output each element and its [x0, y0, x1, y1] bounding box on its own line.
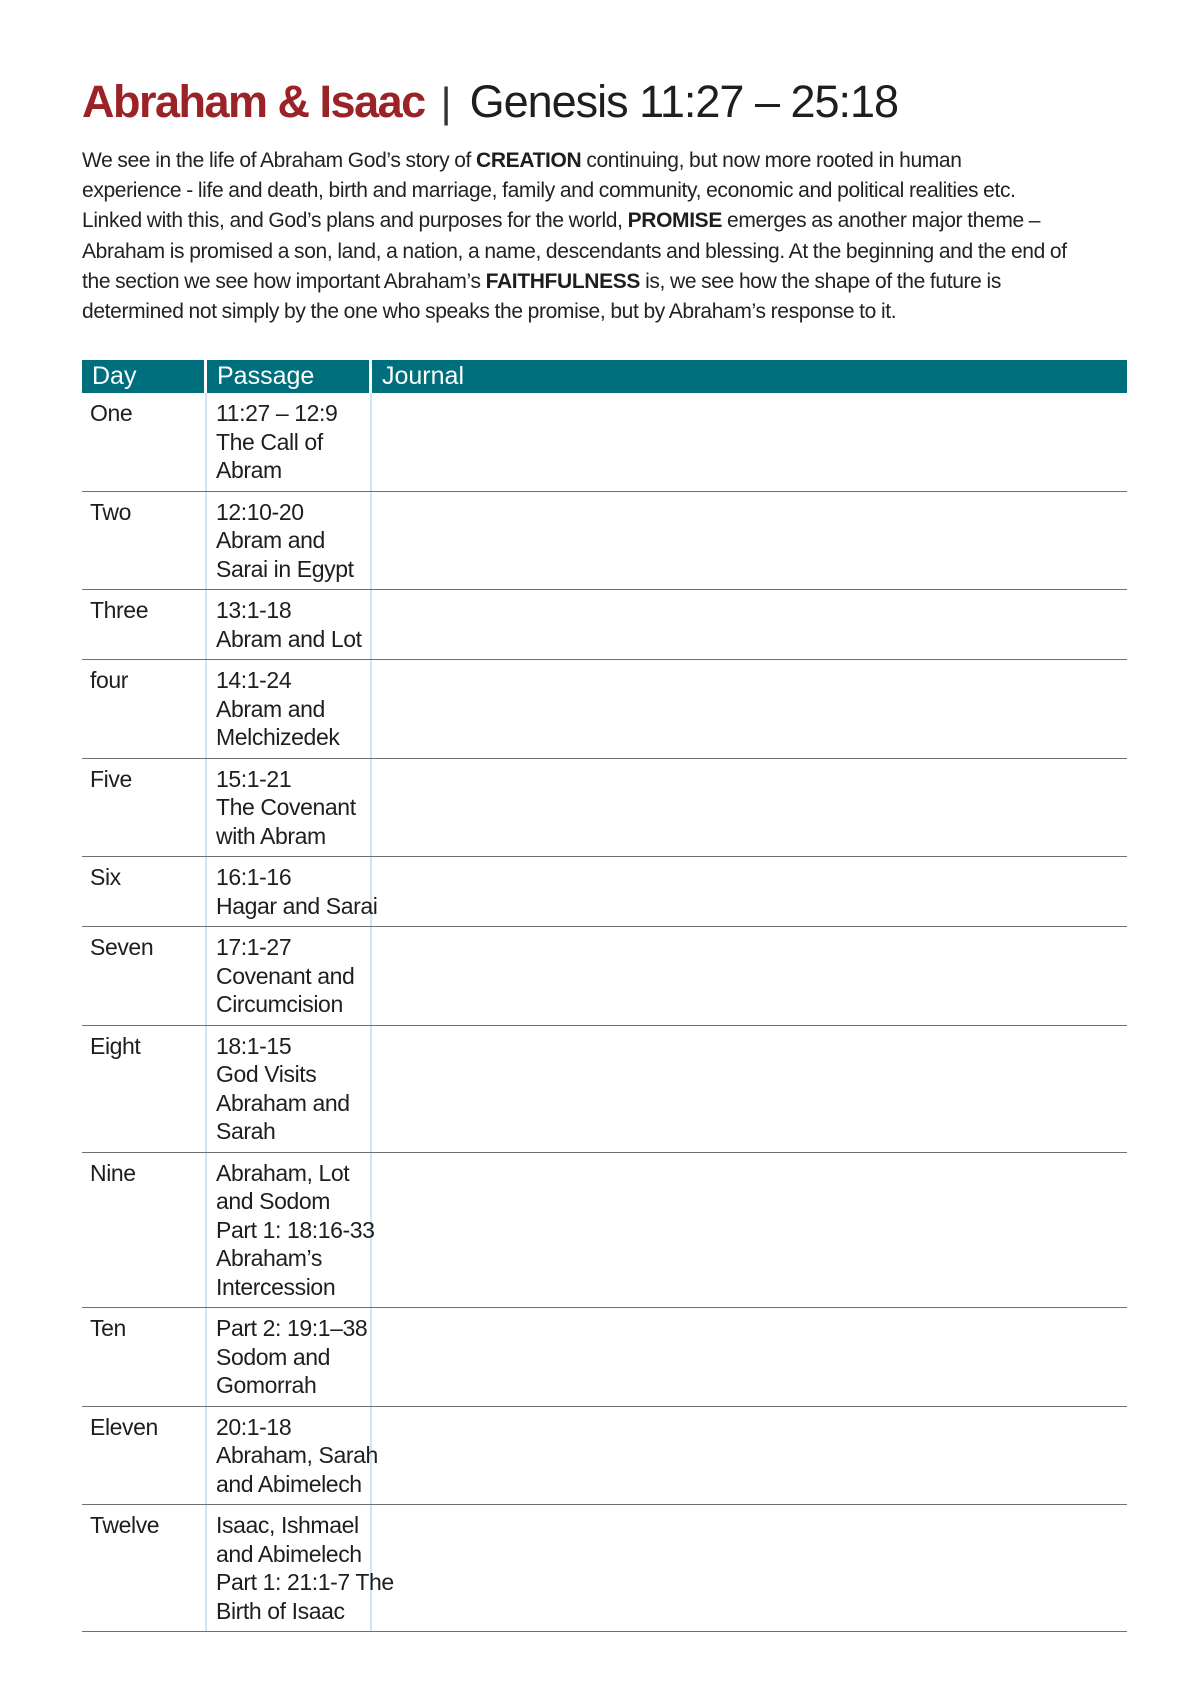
- day-cell: Nine: [82, 1153, 207, 1308]
- passage-line: 13:1-18: [216, 597, 292, 623]
- passage-line: 15:1-21: [216, 765, 292, 792]
- table-row: [82, 1308, 1127, 1407]
- day-cell: Eight: [82, 1026, 207, 1152]
- passage-cell: [207, 927, 372, 1025]
- column-header-journal: Journal: [382, 362, 464, 390]
- passage-line: with Abram: [216, 822, 326, 849]
- passage-line: God Visits: [216, 1061, 317, 1087]
- passage-line: Intercession: [216, 1273, 336, 1300]
- intro-line: [82, 237, 1127, 267]
- intro-text: experience - life and death, birth and marriage, family and community, economic and political realities etc.: [82, 179, 1016, 203]
- passage-line: Covenant and: [216, 962, 355, 989]
- passage-line: Part 1: 21:1-7 The: [216, 1569, 394, 1595]
- day-cell: Six: [82, 857, 207, 926]
- day-cell: four: [82, 660, 207, 758]
- passage-cell: [207, 590, 372, 659]
- passage-cell: [207, 1026, 372, 1152]
- passage-line: Abram and Lot: [216, 625, 362, 652]
- passage-line: and Abimelech: [216, 1540, 362, 1567]
- day-cell: Two: [82, 492, 207, 590]
- passage-line: The Call of: [216, 428, 323, 455]
- passage-line: Circumcision: [216, 991, 343, 1017]
- page-content: [82, 76, 1127, 327]
- table-row: [82, 1505, 1127, 1632]
- passage-cell: [207, 393, 372, 491]
- passage-line: Birth of Isaac: [216, 1597, 345, 1624]
- passage-line: Abraham, Sarah: [216, 1442, 378, 1468]
- journal-cell[interactable]: [372, 492, 1127, 590]
- passage-cell: [207, 660, 372, 758]
- passage-line: Melchizedek: [216, 724, 340, 750]
- passage-line: Gomorrah: [216, 1372, 317, 1398]
- journal-cell[interactable]: [372, 927, 1127, 1025]
- passage-line: 14:1-24: [216, 667, 292, 693]
- column-header-passage: Passage: [207, 360, 372, 393]
- passage-line: Hagar and Sarai: [216, 892, 378, 919]
- journal-cell[interactable]: [372, 857, 1127, 926]
- passage-line: Abram: [216, 457, 282, 483]
- passage-cell: [207, 1505, 394, 1631]
- intro-paragraph: [82, 146, 1127, 327]
- passage-line: Isaac, Ishmael: [216, 1512, 359, 1538]
- passage-cell: [207, 1308, 372, 1406]
- day-cell: One: [82, 393, 207, 491]
- day-cell: Eleven: [82, 1407, 207, 1505]
- intro-line: [82, 176, 1127, 206]
- passage-cell: [207, 1153, 375, 1308]
- passage-line: Abram and: [216, 527, 325, 553]
- table-row: [82, 1153, 1127, 1309]
- intro-text: emerges as another major theme –: [722, 209, 1041, 233]
- passage-line: Abraham, Lot: [216, 1159, 350, 1186]
- intro-line: [82, 146, 1127, 176]
- passage-cell: [207, 857, 378, 926]
- passage-line: Abraham’s: [216, 1245, 322, 1271]
- journal-cell[interactable]: [372, 1308, 1127, 1406]
- passage-line: 12:10-20: [216, 498, 304, 525]
- journal-cell[interactable]: [372, 660, 1127, 758]
- passage-line: Sarah: [216, 1118, 276, 1144]
- day-cell: Twelve: [82, 1505, 207, 1631]
- journal-cell[interactable]: [372, 1505, 1127, 1631]
- intro-emphasis: PROMISE: [627, 209, 722, 233]
- passage-cell: [207, 1407, 378, 1505]
- passage-line: Abram and: [216, 695, 325, 722]
- passage-cell: [207, 759, 372, 857]
- intro-line: [82, 297, 1127, 327]
- passage-line: 16:1-16: [216, 864, 292, 890]
- table-header: [82, 360, 1127, 393]
- table-row: [82, 927, 1127, 1026]
- intro-text: determined not simply by the one who speaks the promise, but by Abraham’s response to it.: [82, 300, 897, 324]
- journal-cell[interactable]: [372, 1407, 1127, 1505]
- title-main: Abraham & Isaac: [82, 76, 425, 127]
- journal-cell[interactable]: [372, 759, 1127, 857]
- intro-line: [82, 267, 1127, 297]
- reading-schedule-table: [82, 360, 1127, 1632]
- intro-text: the section we see how important Abraham’s: [82, 269, 486, 293]
- intro-line: [82, 206, 1127, 236]
- scripture-reference: Genesis 11:27 – 25:18: [469, 76, 899, 127]
- passage-line: The Covenant: [216, 794, 356, 820]
- passage-line: 20:1-18: [216, 1413, 292, 1440]
- page-title: [82, 76, 1127, 132]
- passage-line: and Sodom: [216, 1188, 331, 1214]
- table-row: [82, 1026, 1127, 1153]
- passage-line: Sarai in Egypt: [216, 555, 354, 582]
- table-row: [82, 1407, 1127, 1506]
- table-row: [82, 393, 1127, 492]
- intro-emphasis: CREATION: [476, 149, 582, 172]
- journal-cell[interactable]: [372, 590, 1127, 659]
- intro-emphasis: FAITHFULNESS: [485, 269, 641, 293]
- passage-line: 17:1-27: [216, 934, 292, 960]
- day-cell: Three: [82, 590, 207, 659]
- title-separator: |: [440, 79, 452, 126]
- journal-cell[interactable]: [372, 1026, 1127, 1152]
- table-row: [82, 857, 1127, 927]
- passage-line: 11:27 – 12:9: [216, 400, 338, 426]
- passage-line: 18:1-15: [216, 1032, 292, 1059]
- passage-line: Part 2: 19:1–38: [216, 1315, 368, 1341]
- passage-line: and Abimelech: [216, 1470, 362, 1497]
- table-row: [82, 492, 1127, 591]
- passage-line: Sodom and: [216, 1343, 331, 1370]
- table-row: [82, 660, 1127, 759]
- table-row: [82, 759, 1127, 858]
- journal-cell[interactable]: [372, 1153, 1127, 1308]
- day-cell: Seven: [82, 927, 207, 1025]
- table-row: [82, 590, 1127, 660]
- day-cell: Five: [82, 759, 207, 857]
- intro-text: is, we see how the shape of the future is: [640, 269, 1001, 293]
- intro-text: Linked with this, and God’s plans and purposes for the world,: [82, 209, 628, 233]
- intro-text: continuing, but now more rooted in human: [581, 149, 962, 172]
- intro-text: Abraham is promised a son, land, a nation, a name, descendants and blessing. At the beginning and the end of: [82, 239, 1067, 263]
- passage-cell: [207, 492, 372, 590]
- table-body: [82, 393, 1127, 1632]
- passage-line: Abraham and: [216, 1089, 350, 1116]
- passage-line: Part 1: 18:16-33: [216, 1216, 375, 1243]
- journal-cell[interactable]: [372, 393, 1127, 491]
- intro-text: We see in the life of Abraham God’s story of: [82, 149, 477, 172]
- day-cell: Ten: [82, 1308, 207, 1406]
- column-header-day: Day: [82, 360, 207, 393]
